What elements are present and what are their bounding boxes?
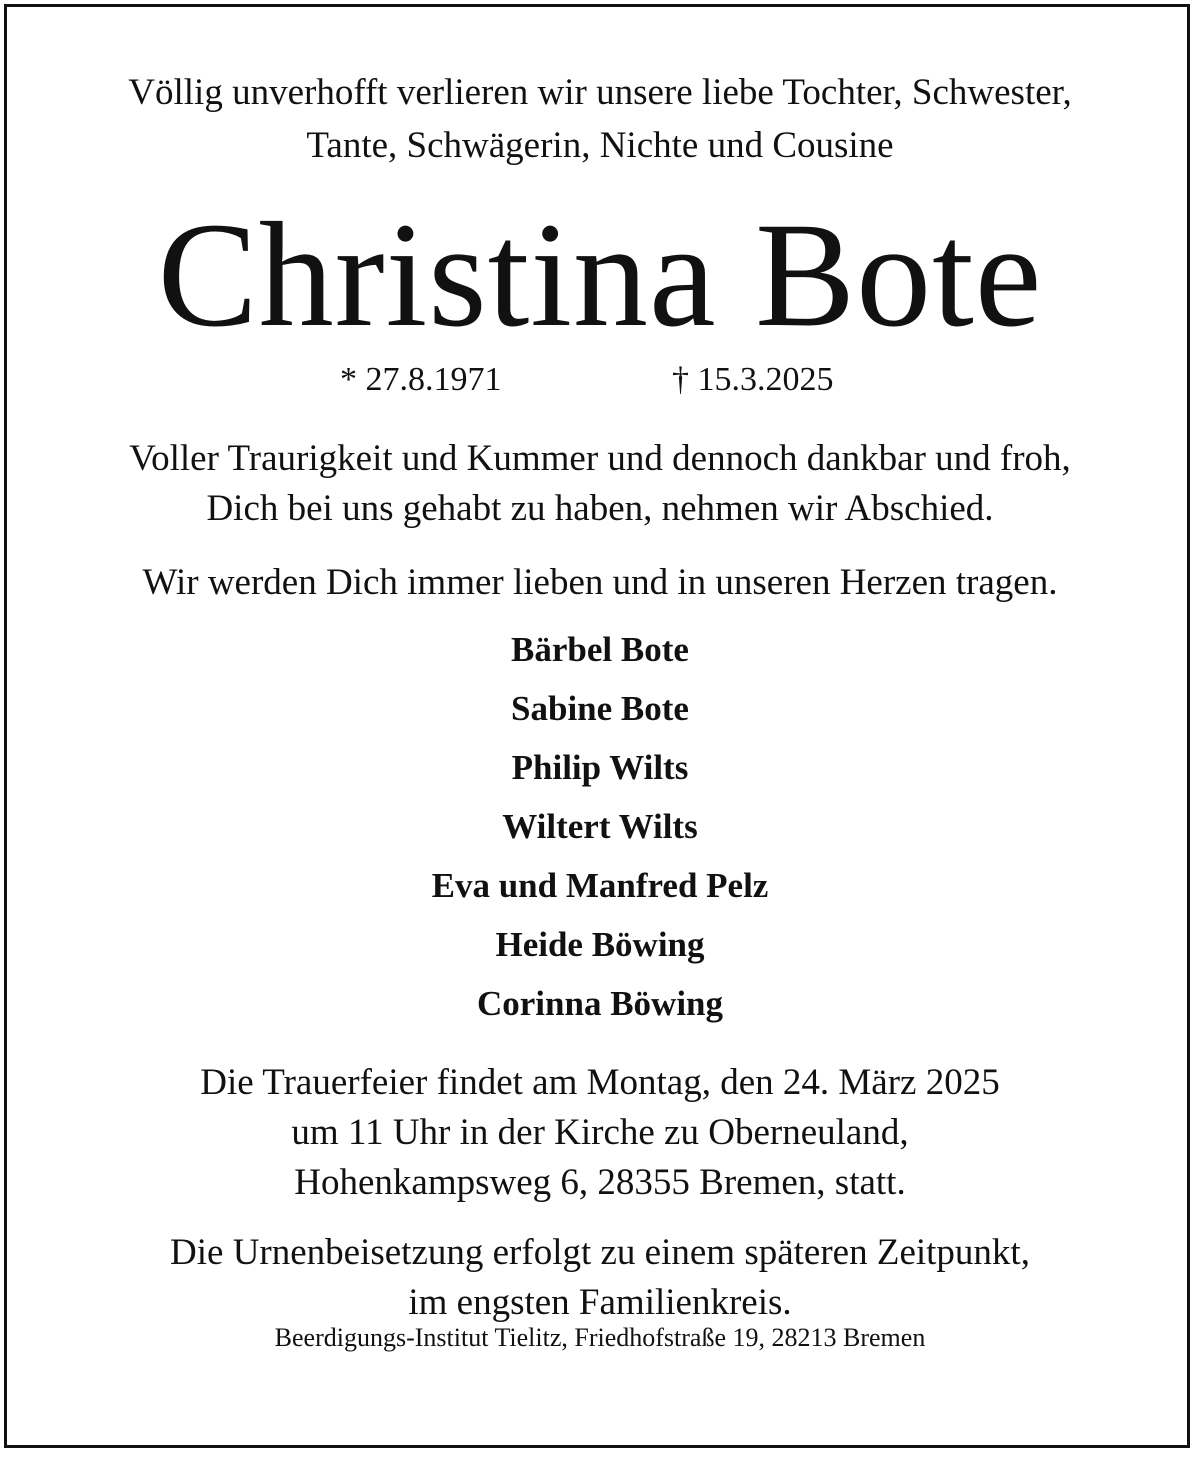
mourner-name: Eva und Manfred Pelz (431, 866, 769, 905)
service-line-2: um 11 Uhr in der Kirche zu Oberneuland, (291, 1112, 909, 1153)
love-text (0, 558, 1200, 608)
intro-line-1: Völlig unverhofft verlieren wir unsere liebe Tochter, Schwester, (128, 72, 1072, 113)
intro-text (0, 66, 1200, 172)
mourner-name: Bärbel Bote (511, 630, 689, 669)
mourner-name: Sabine Bote (511, 689, 689, 728)
mourners-list (0, 620, 1200, 1033)
intro-line-2: Tante, Schwägerin, Nichte und Cousine (306, 125, 894, 166)
urn-info (0, 1228, 1200, 1328)
death-date: † 15.3.2025 (672, 361, 834, 398)
life-dates (0, 358, 1200, 402)
love-line-1: Wir werden Dich immer lieben und in unseren Herzen tragen. (142, 562, 1058, 603)
farewell-line-1: Voller Traurigkeit und Kummer und dennoch dankbar und froh, (129, 438, 1071, 479)
urn-line-1: Die Urnenbeisetzung erfolgt zu einem späteren Zeitpunkt, (170, 1232, 1030, 1273)
service-line-1: Die Trauerfeier findet am Montag, den 24. März 2025 (200, 1062, 1000, 1103)
urn-line-2: im engsten Familienkreis. (408, 1282, 792, 1323)
deceased-name: Christina Bote (157, 192, 1043, 358)
undertaker-footer: Beerdigungs-Institut Tielitz, Friedhofstraße 19, 28213 Bremen (274, 1323, 926, 1352)
mourner-name: Corinna Böwing (476, 984, 724, 1023)
farewell-text (0, 434, 1200, 534)
mourner-name: Heide Böwing (495, 925, 705, 964)
service-line-3: Hohenkampsweg 6, 28355 Bremen, statt. (294, 1162, 906, 1203)
farewell-line-2: Dich bei uns gehabt zu haben, nehmen wir Abschied. (206, 488, 994, 529)
mourner-name: Wiltert Wilts (502, 807, 698, 846)
mourner-name: Philip Wilts (511, 748, 689, 787)
birth-date: * 27.8.1971 (340, 361, 502, 398)
service-info (0, 1058, 1200, 1208)
